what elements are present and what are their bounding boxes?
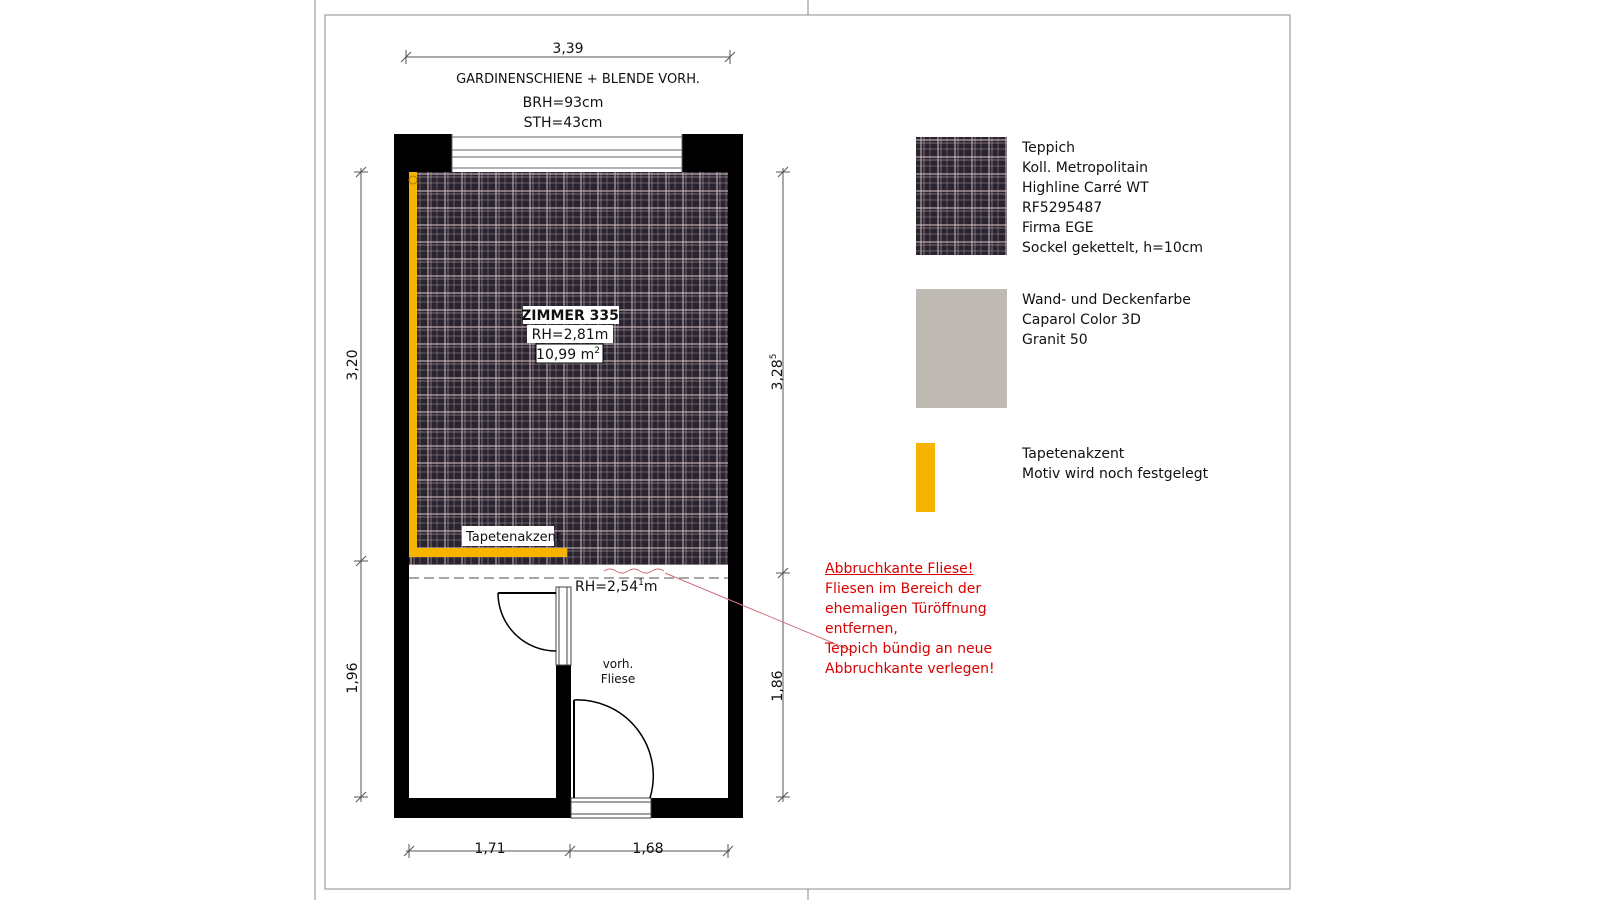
demolition-note-line: ehemaligen Türöffnung (825, 601, 987, 617)
room-area-value: 10,99 m (536, 347, 595, 363)
curtain-label: GARDINENSCHIENE + BLENDE VORH. (456, 72, 700, 87)
dimension-left-lower: 1,96 (345, 662, 361, 694)
dimension-bottom-right: 1,68 (632, 841, 664, 857)
legend-paint-line: Caparol Color 3D (1022, 312, 1141, 328)
tile-label-2: Fliese (600, 672, 636, 686)
legend-carpet-line: Koll. Metropolitain (1022, 160, 1148, 176)
room-area (536, 346, 600, 363)
demolition-note-line: Abbruchkante verlegen! (825, 661, 995, 677)
demolition-note-line: Fliesen im Bereich der (825, 581, 982, 597)
dimension-right-upper-value: 3,28 (770, 359, 786, 391)
window (452, 134, 682, 172)
carpet-area (409, 172, 728, 565)
bathroom-floor (409, 565, 567, 798)
legend-paint-text (1022, 290, 1191, 350)
dimension-right-upper-sup: 5 (769, 353, 779, 360)
dimension-left-upper: 3,20 (345, 349, 361, 381)
legend-accent-line: Tapetenakzent (1022, 446, 1125, 462)
room-height: RH=2,81m (531, 327, 609, 343)
legend-paint-line: Wand- und Deckenfarbe (1022, 292, 1191, 308)
accent-label: Tapetenakzent (466, 530, 561, 545)
demolition-note-line: entfernen, (825, 621, 898, 637)
dimension-left (354, 167, 368, 802)
dimension-right (776, 167, 790, 802)
legend-carpet-line: Teppich (1022, 140, 1076, 156)
dimension-top-label: 3,39 (552, 41, 584, 57)
legend-carpet-text (1022, 138, 1203, 258)
demolition-note-line: Teppich bündig an neue (825, 641, 993, 657)
legend-carpet-line: Sockel gekettelt, h=10cm (1022, 240, 1204, 256)
hall-height-suffix: m (643, 579, 658, 595)
legend-accent-line: Motiv wird noch festgelegt (1022, 466, 1209, 482)
sth-label: STH=43cm (523, 115, 603, 131)
room-area-sup: 2 (594, 346, 600, 356)
legend-carpet-swatch (916, 137, 1007, 255)
legend-paint-line: Granit 50 (1022, 332, 1088, 348)
dimension-bottom (404, 844, 733, 858)
legend-accent-text (1022, 444, 1208, 484)
tile-label-1: vorh. (602, 657, 634, 671)
legend-paint-swatch (916, 289, 1007, 408)
room-name: ZIMMER 335 (521, 308, 619, 324)
legend-carpet-line: Firma EGE (1022, 220, 1094, 236)
demolition-note (825, 559, 995, 679)
legend-carpet-line: RF5295487 (1022, 200, 1103, 216)
demolition-note-title: Abbruchkante Fliese! (825, 561, 974, 577)
brh-label: BRH=93cm (522, 95, 604, 111)
legend-accent-swatch (916, 443, 935, 512)
hall-height-sup: 1 (638, 578, 644, 588)
hall-height (575, 578, 658, 595)
legend-carpet-line: Highline Carré WT (1022, 180, 1149, 196)
dimension-bottom-left: 1,71 (474, 841, 506, 857)
hallway-floor (571, 565, 728, 798)
dimension-right-lower: 1,86 (770, 670, 786, 702)
hall-height-prefix: RH=2,54 (575, 579, 639, 595)
